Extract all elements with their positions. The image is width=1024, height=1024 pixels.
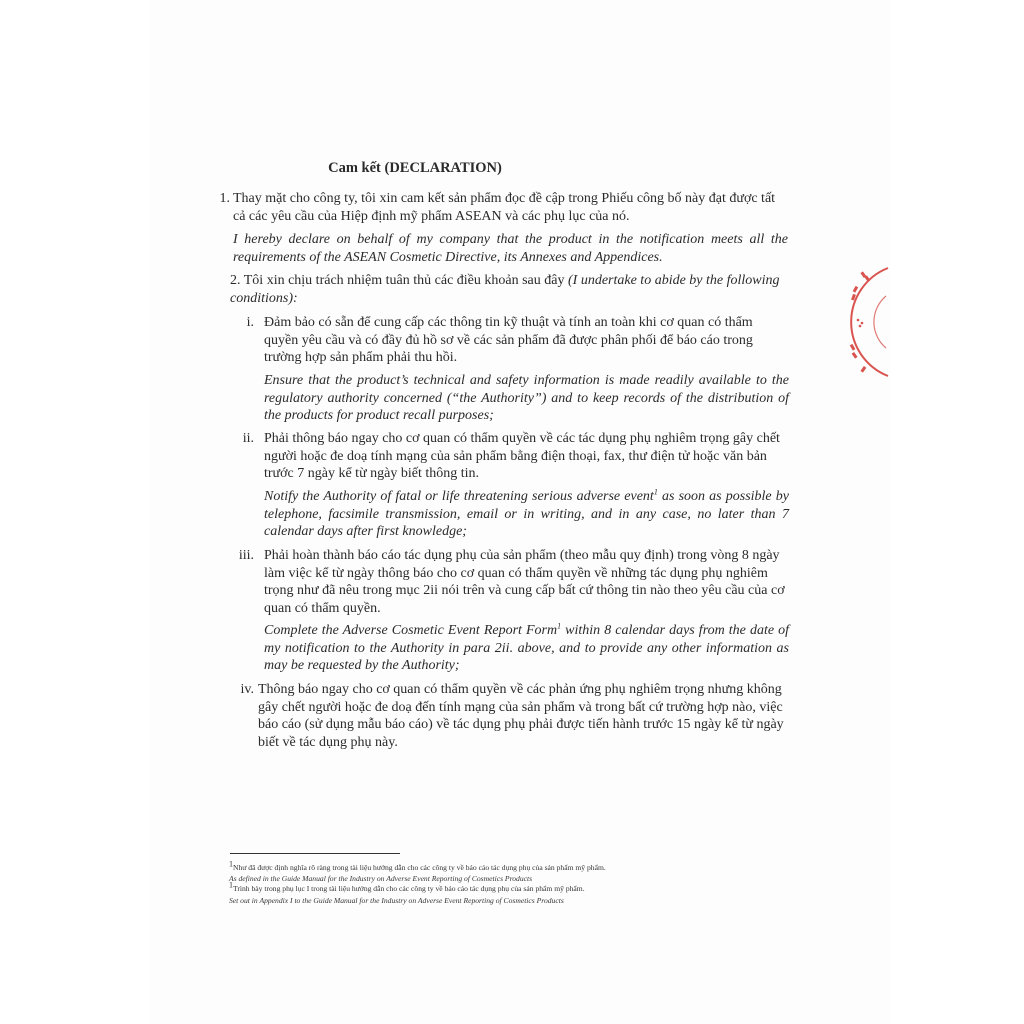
section-1-vietnamese: Thay mặt cho công ty, tôi xin cam kết sản phẩm đọc đề cập trong Phiếu công bố này đạt được tất cả các yêu cầu của Hiệp định mỹ phẩm ASEAN và các phụ lục của nó. <box>233 191 776 224</box>
red-seal-stamp-icon <box>838 262 890 382</box>
footnote-1-english: As defined in the Guide Manual for the Industry on Adverse Event Reporting of Cosmetics Products <box>229 874 533 883</box>
item-iii-number: iii. <box>238 548 254 563</box>
item-iii-english <box>264 622 789 675</box>
footnote-1-text: Như đã được định nghĩa rõ ràng trong tài liệu hướng dẫn cho các công ty về báo cáo tác dụng phụ của sản phẩm mỹ phẩm. <box>233 863 606 872</box>
section-2-number: 2. <box>230 273 241 288</box>
declaration-title: Cam kết (DECLARATION) <box>328 160 502 176</box>
item-ii-english <box>264 488 789 541</box>
footnote-separator <box>230 853 400 854</box>
footnote-2-text: Trình bày trong phụ lục I trong tài liệu hướng dẫn cho các công ty về báo cáo tác dụng phụ của sản phẩm mỹ phẩm. <box>233 884 585 893</box>
item-iv-vietnamese: Thông báo ngay cho cơ quan có thẩm quyền về các phản ứng phụ nghiêm trọng nhưng không gây chết người hoặc đe doạ đến tính mạng của sản phẩm và trong bất cứ trường hợp nào, việc báo cáo (sử dụng mẫu báo cáo) về tác dụng phụ phải được tiến hành trước 15 ngày kể từ ngày biết về tác dụng phụ này. <box>258 682 784 750</box>
item-i-english: Ensure that the product’s technical and safety information is made readily available to the regulatory authority concerned (“the Authority”) and to keep records of the distribution of the products for product recall purposes; <box>264 373 789 423</box>
footnote-2-vietnamese <box>229 880 585 893</box>
section-2-intro <box>230 272 790 307</box>
item-iii-footnote-ref: 1 <box>557 621 562 631</box>
section-1-english: I hereby declare on behalf of my company that the product in the notification meets all the requirements of the ASEAN Cosmetic Directive, its Annexes and Appendices. <box>233 232 788 265</box>
item-ii-vietnamese: Phải thông báo ngay cho cơ quan có thẩm quyền về các tác dụng phụ nghiêm trọng gây chết người hoặc đe doạ tính mạng của sản phẩm bằng điện thoại, fax, thư điện tử hoặc văn bản trước 7 ngày kể từ ngày biết thông tin. <box>264 431 780 481</box>
item-i-number: i. <box>246 315 254 330</box>
section-2-english-intro: (I undertake to abide by the following conditions): <box>230 273 780 306</box>
item-iii-english-b: within 8 calendar days from the date of my notification to the Authority in para 2ii. above, and to provide any other information as may be requested by the Authority; <box>264 623 789 673</box>
item-iii-english-a: Complete the Adverse Cosmetic Event Report Form <box>264 623 558 638</box>
footnote-1-vietnamese <box>229 859 606 872</box>
footnote-2-english: Set out in Appendix I to the Guide Manual for the Industry on Adverse Event Reporting of Cosmetics Products <box>229 896 564 905</box>
footnote-1-marker: 1 <box>229 859 233 869</box>
item-iii-vietnamese: Phải hoàn thành báo cáo tác dụng phụ của sản phẩm (theo mẫu quy định) trong vòng 8 ngày làm việc kể từ ngày thông báo cho cơ quan có thẩm quyền về những tác dụng phụ nghiêm trọng như đã nêu trong mục 2ii nói trên và cung cấp bất cứ thông tin nào theo yêu cầu của cơ quan có thẩm quyền. <box>264 548 785 616</box>
item-ii-number: ii. <box>242 431 254 446</box>
item-i-vietnamese: Đảm bảo có sẵn để cung cấp các thông tin kỹ thuật và tính an toàn khi cơ quan có thẩm quyền yêu cầu và có đầy đủ hồ sơ về các sản phẩm đã được phân phối để báo cáo trong trường hợp sản phẩm phải thu hồi. <box>264 315 753 365</box>
item-ii-english-b: as soon as possible by telephone, facsimile transmission, email or in writing, and in any case, no later than 7 calendar days after first knowledge; <box>264 489 789 539</box>
section-2-vietnamese-intro: Tôi xin chịu trách nhiệm tuân thủ các điều khoản sau đây <box>243 273 565 288</box>
item-iv-number: iv. <box>240 682 254 697</box>
item-ii-english-a: Notify the Authority of fatal or life threatening serious adverse event <box>264 489 654 504</box>
item-ii-footnote-ref: 1 <box>653 487 658 497</box>
section-1-number: 1. <box>219 191 230 206</box>
footnote-2-marker: 1 <box>229 880 233 890</box>
